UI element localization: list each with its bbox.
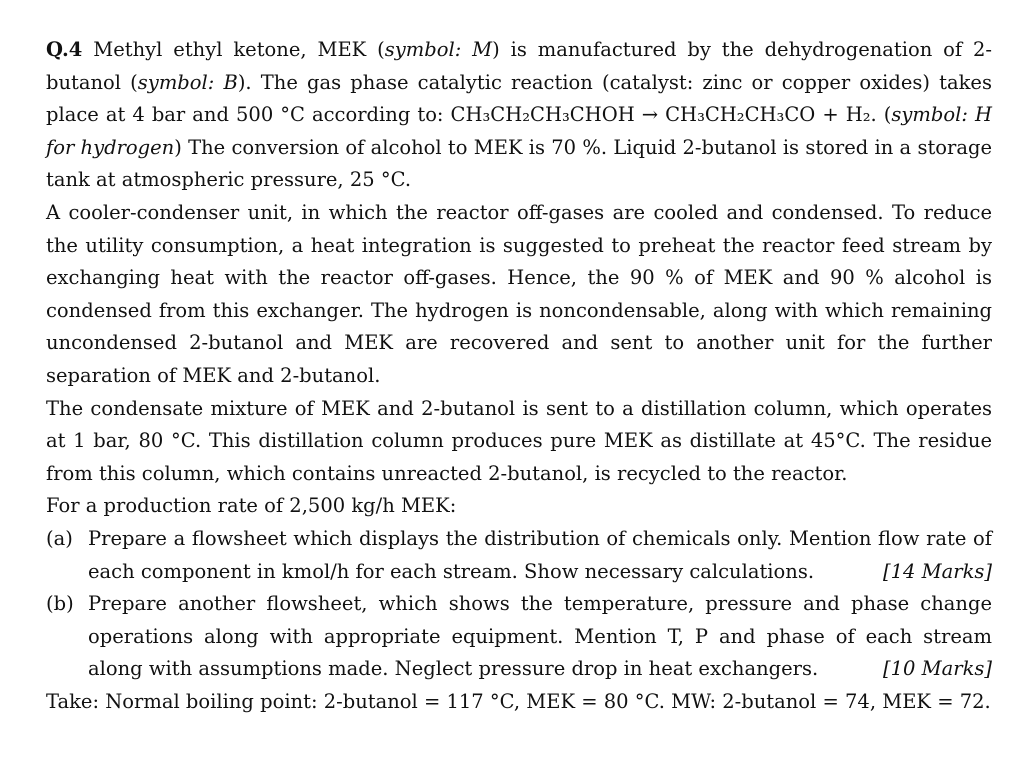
given-data-line: Take: Normal boiling point: 2-butanol = 117 °C, MEK = 80 °C. MW: 2-butanol = 74, MEK = 72. [46, 689, 991, 713]
part-b-label: (b) [46, 592, 74, 616]
intro-segment: symbol: H for hydrogen [46, 103, 993, 159]
intro-segment: symbol: B [137, 70, 238, 94]
intro-segment: Methyl ethyl ketone, MEK ( [93, 38, 385, 61]
production-rate-line: For a production rate of 2,500 kg/h MEK: [46, 494, 457, 518]
question-document [46, 34, 992, 718]
part-b-body [88, 588, 992, 686]
part-a-marks: [14 Marks] [883, 559, 992, 583]
intro-segment: ) is manufactured by the dehydrogenation of 2-butanol ( [46, 38, 992, 94]
question-number: Q.4 [46, 38, 83, 61]
distillation-paragraph: The condensate mixture of MEK and 2-butanol is sent to a distillation column, which operates at 1 bar, 80 °C. This distillation column produces pure MEK as distillate at 45°C. The residue from this column, which contains unreacted 2-butanol, is recycled to the reactor. [46, 396, 992, 485]
condenser-paragraph: A cooler-condenser unit, in which the reactor off-gases are cooled and condensed. To reduce the utility consumption, a heat integration is suggested to preheat the reactor feed stream by exchanging heat with the reactor off-gases. Hence, the 90 % of MEK and 90 % alcohol is condensed from this exchanger. The hydrogen is noncondensable, along with which remaining uncondensed 2-butanol and MEK are recovered and sent to another unit for the further separation of MEK and 2-butanol. [46, 200, 992, 387]
part-a-text: Prepare a flowsheet which displays the distribution of chemicals only. Mention flow rate of each component in kmol/h for each stream. Show necessary calculations. [88, 526, 992, 583]
part-a-body [88, 523, 992, 588]
part-a-label: (a) [46, 526, 73, 550]
intro-segment: ). The gas phase catalytic reaction (catalyst: zinc or copper oxides) takes place at 4 bar and 500 °C according to: CH₃CH₂CH₃CHOH → CH₃CH₂CH₃CO + H₂. ( [46, 70, 992, 127]
part-b-marks: [10 Marks] [883, 657, 992, 681]
part-b [46, 588, 992, 686]
intro-segment: symbol: M [384, 38, 493, 61]
part-a [46, 523, 992, 588]
question-parts [46, 523, 992, 686]
intro-text [46, 38, 992, 191]
intro-paragraph [46, 34, 992, 197]
intro-segment: ) The conversion of alcohol to MEK is 70 %. Liquid 2-butanol is stored in a storage tank at atmospheric pressure, 25 °C. [46, 135, 992, 192]
part-b-text: Prepare another flowsheet, which shows the temperature, pressure and phase change operations along with appropriate equipment. Mention T, P and phase of each stream along with assumptions made. Neglect pressure drop in heat exchangers. [88, 592, 992, 681]
